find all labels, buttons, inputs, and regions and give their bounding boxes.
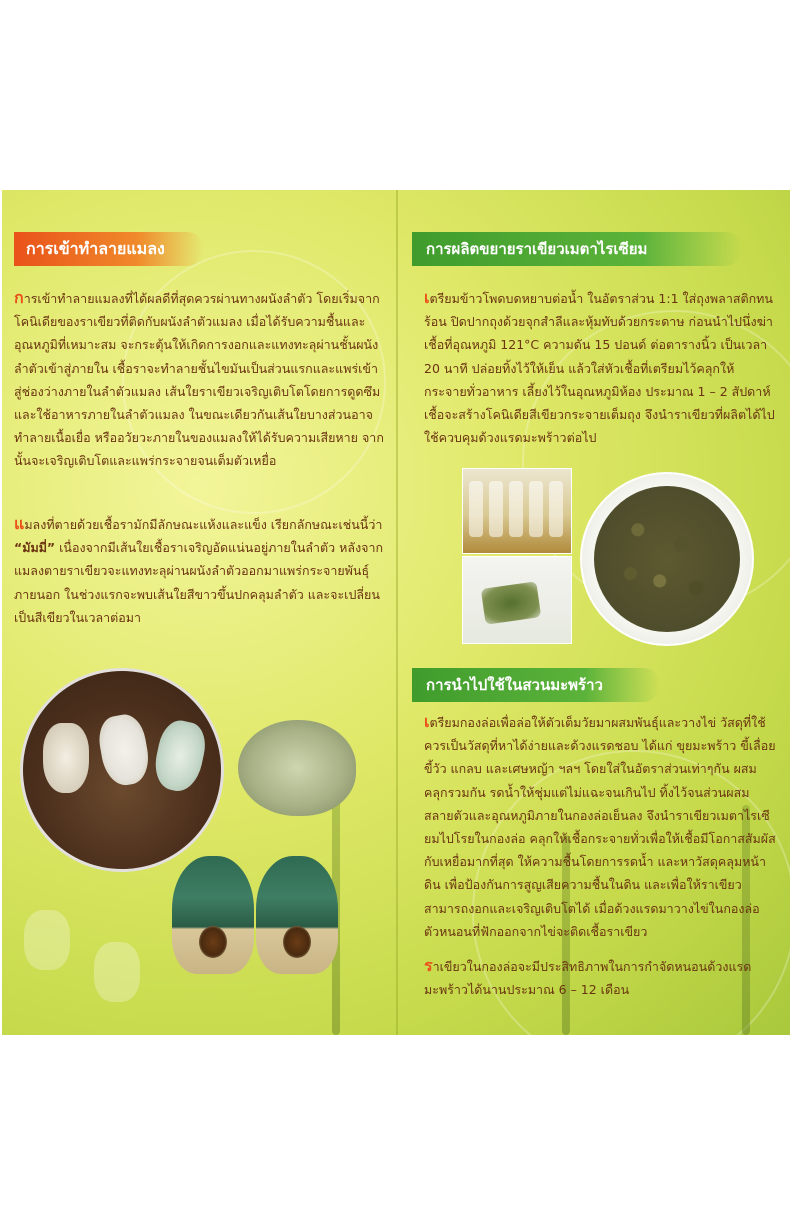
bag-image [509, 481, 523, 537]
drop-initial: แ [14, 514, 25, 533]
beetle-silhouette-icon [24, 910, 70, 970]
paragraph-text: ารเข้าทำลายแมลงที่ได้ผลดีที่สุดควรผ่านทางผนังลำตัว โดยเริ่มจากโคนิเดียของราเขียวที่ติดกับผนังลำตัวแมลง เมื่อได้รับความชื้นและอุณหภูมิที่เหมาะสม จะกระตุ้นให้เกิดการงอกและแทงทะลุผ่านชั้นผนังลำตัวเข้าสู่ภายใน เชื้อราจะทำลายชั้นไขมันเป็นส่วนแรกและแพร่เข้าสู่ช่องว่างภายในลำตัวแมลง เส้นใยราเขียวเจริญเติบโตโดยการดูดซึมและใช้อาหารภายในลำตัวแมลง ในขณะเดียวกันเส้นใยบางส่วนอาจทำลายเนื้อเยื่อ หรืออวัยวะภายในของแมลงให้ได้รับความเสียหาย จากนั้นจะเจริญเติบโตและแพร่กระจายจนเต็มตัวเหยื่อ [14, 291, 384, 469]
usage-paragraph-1 [424, 710, 776, 943]
drop-initial: ก [14, 288, 24, 307]
paragraph-text: ตรียมข้าวโพดบดหยาบต่อน้ำ ในอัตราส่วน 1:1 ใส่ถุงพลาสติกทนร้อน ปิดปากถุงด้วยจุกสำลีและหุ้มทับด้วยกระดาษ ก่อนนำไปนึ่งฆ่าเชื้อที่อุณหภูมิ 121°C ความดัน 15 ปอนด์ ต่อตารางนิ้ว เป็นเวลา 20 นาที ปล่อยทิ้งไว้ให้เย็น แล้วใส่หัวเชื้อที่เตรียมไว้คลุกให้กระจายทั่วอาหาร เลี้ยงไว้ในอุณหภูมิห้อง ประมาณ 1 – 2 สัปดาห์ เชื้อจะสร้างโคนิเดียสีเขียวกระจายเต็มถุง จึงนำราเขียวที่ผลิตได้ไปใช้ควบคุมด้วงแรดมะพร้าวต่อไป [424, 291, 775, 446]
section-title-production: การผลิตขยายราเขียวเมตาไรเซียม [412, 232, 742, 266]
green-fungus-pack-image [481, 581, 541, 624]
cocoon-cross-section [283, 926, 311, 958]
drop-initial: เ [424, 288, 430, 307]
invasion-paragraph-2 [14, 512, 384, 629]
production-paragraph [424, 286, 776, 449]
mummy-term: “มัมมี่” [14, 540, 56, 556]
mummified-grub-image [238, 720, 356, 816]
beetle-silhouette-icon [94, 942, 140, 1002]
bag-image [489, 481, 503, 537]
cocoon-cross-section [199, 926, 227, 958]
infected-cocoon-image [256, 856, 338, 974]
grub-image [43, 723, 89, 793]
paragraph-text: เนื่องจากมีเส้นใยเชื้อราเจริญอัดแน่นอยู่ภายในลำตัว หลังจากแมลงตายราเขียวจะแทงทะลุผ่านผนังลำตัวออกมาแพร่กระจายพันธุ์ภายนอก ในช่วงแรกจะพบเส้นใยสีขาวขึ้นปกคลุมลำตัว และจะเปลี่ยนเป็นสีเขียวในเวลาต่อมา [14, 540, 384, 625]
bag-image [529, 481, 543, 537]
bag-image [469, 481, 483, 537]
infected-cocoon-image [172, 856, 254, 974]
paragraph-text: ตรียมกองล่อเพื่อล่อให้ตัวเต็มวัยมาผสมพันธุ์และวางไข่ วัสดุที่ใช้ควรเป็นวัสดุที่หาได้ง่ายและด้วงแรดชอบ ได้แก่ ขุยมะพร้าว ขี้เลื่อย ขี้วัว แกลบ และเศษหญ้า ฯลฯ โดยใส่ในอัตราส่วนเท่าๆกัน ผสมคลุกรวมกัน รดน้ำให้ชุ่มแต่ไม่แฉะจนเกินไป ทิ้งไว้จนส่วนผสมสลายตัวและอุณหภูมิภายในกองล่อเย็นลง จึงนำราเขียวเมตาไรเซียมไปโรยในกองล่อ คลุกให้เชื้อกระจายทั่วเพื่อให้เชื้อมีโอกาสสัมผัสกับเหยื่อมากที่สุด ให้ความชื้นโดยการรดน้ำ และหาวัสดุคลุมหน้าดิน เพื่อป้องกันการสูญเสียความชื้นในดิน และเพื่อให้ราเขียวสามารถงอกและเจริญเติบโตได้ เมื่อด้วงแรดมาวางไข่ในกองล่อ ตัวหนอนที่ฟักออกจากไข่จะติดเชื้อราเขียว [424, 715, 776, 939]
section-title-usage: การนำไปใช้ในสวนมะพร้าว [412, 668, 660, 702]
grub-image [95, 712, 152, 789]
culture-bags-photo [462, 468, 572, 554]
usage-paragraph-2 [424, 954, 776, 1001]
infected-grubs-photo [20, 668, 224, 872]
brochure-spread [2, 190, 790, 1035]
grub-image [150, 717, 210, 795]
paragraph-text: าเขียวในกองล่อจะมีประสิทธิภาพในการกำจัดหนอนด้วงแรดมะพร้าวได้นานประมาณ 6 – 12 เดือน [424, 959, 752, 998]
fold-line [396, 190, 398, 1035]
fungus-bag-photo [462, 556, 572, 644]
bag-image [549, 481, 563, 537]
granules-image [594, 486, 740, 632]
invasion-paragraph-1 [14, 286, 384, 473]
fungus-granules-plate-photo [580, 472, 754, 646]
section-title-invasion: การเข้าทำลายแมลง [14, 232, 204, 266]
drop-initial: ร [424, 956, 433, 975]
drop-initial: เ [424, 712, 430, 731]
paragraph-text: มลงที่ตายด้วยเชื้อรามักมีลักษณะแห้งและแข็ง เรียกลักษณะเช่นนี้ว่า [24, 517, 383, 532]
